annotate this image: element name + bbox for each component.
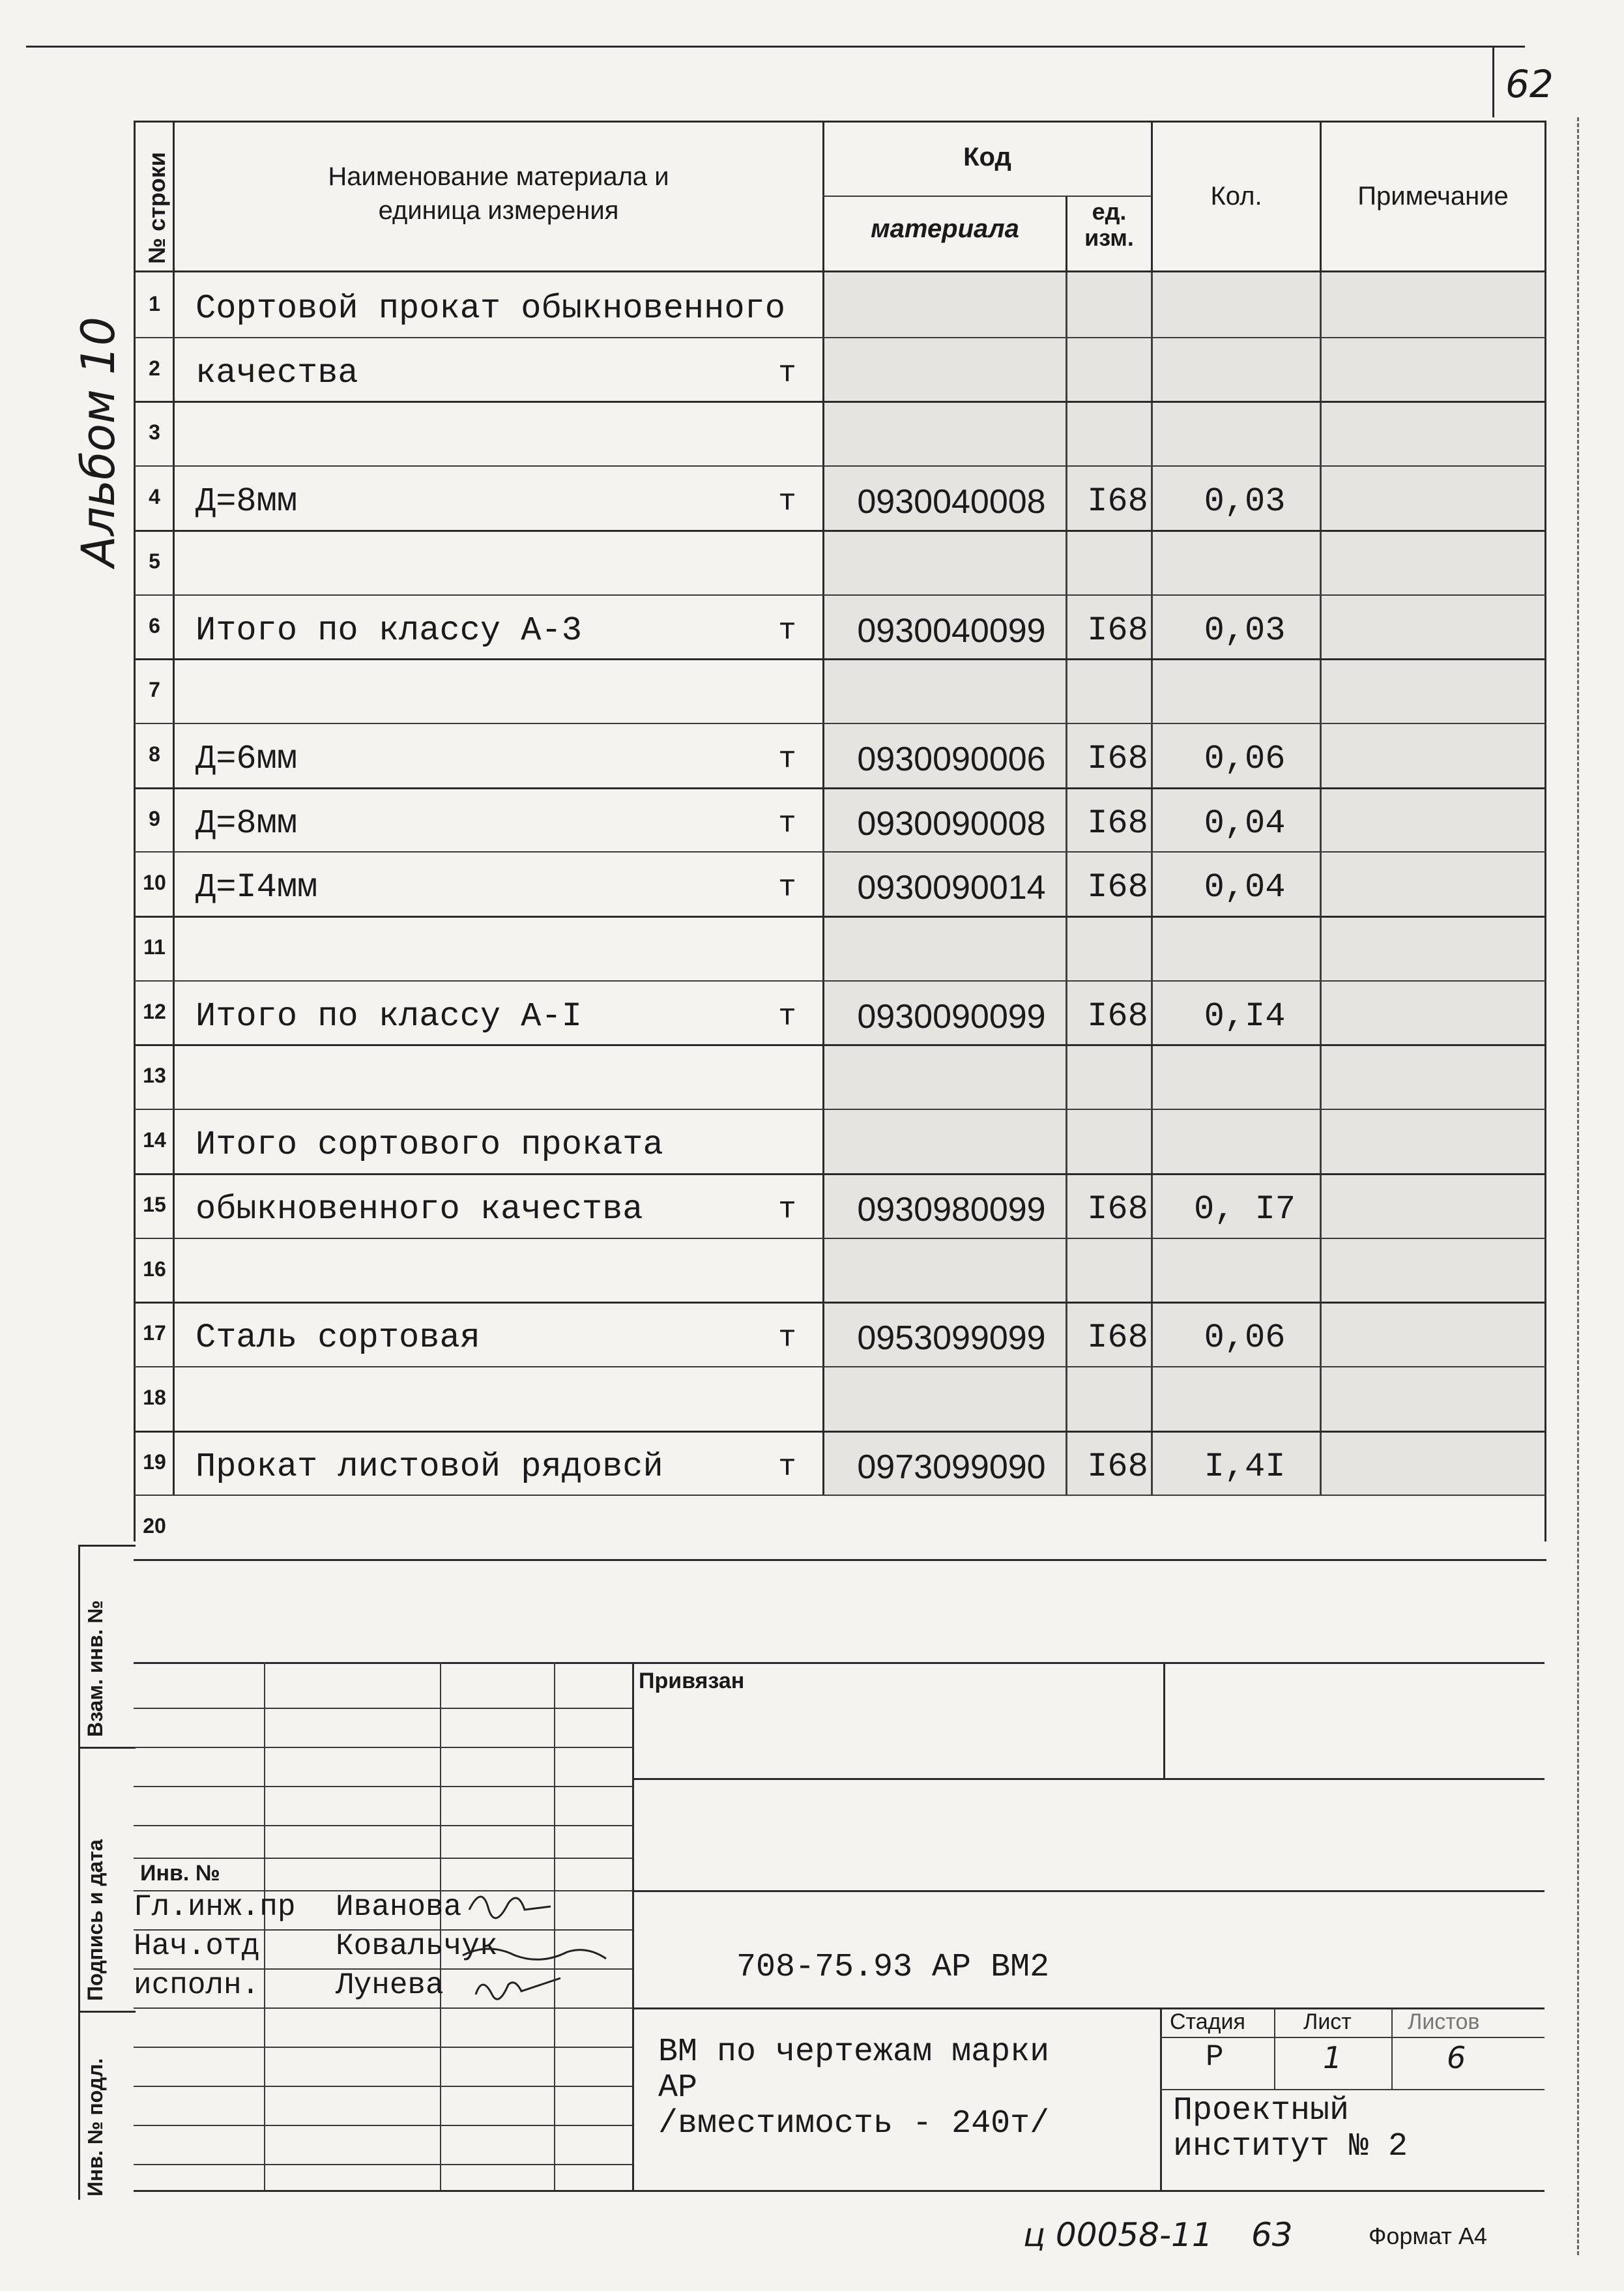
row-material-name: Итого сортового проката bbox=[196, 1126, 663, 1165]
row-material-name: Сортовой прокат обыкновенного bbox=[196, 289, 785, 328]
row-divider bbox=[134, 1559, 1546, 1561]
row-number: 17 bbox=[143, 1321, 166, 1345]
row-unit: т bbox=[778, 1321, 796, 1356]
row-material-code: 0930040099 bbox=[857, 611, 1046, 650]
row-material-code: 0930090006 bbox=[857, 740, 1046, 778]
org-line1: Проектный bbox=[1173, 2092, 1350, 2129]
header-row-no: № строки bbox=[143, 152, 170, 264]
row-material-code: 0953099099 bbox=[857, 1319, 1046, 1358]
margin-dash-line bbox=[1577, 117, 1579, 2255]
title-block-grid-line bbox=[134, 1708, 632, 1709]
row-unit-code: I68 bbox=[1087, 611, 1148, 650]
row-unit: т bbox=[778, 613, 796, 648]
row-quantity: 0,03 bbox=[1204, 482, 1286, 521]
row-number: 13 bbox=[143, 1064, 166, 1088]
row-number: 9 bbox=[149, 806, 160, 830]
row-unit: т bbox=[778, 356, 796, 390]
row-divider bbox=[134, 1495, 1546, 1496]
row-material-name: Сталь сортовая bbox=[196, 1319, 480, 1358]
row-divider bbox=[134, 980, 1546, 982]
signature-scribbles bbox=[456, 1884, 652, 2007]
row-quantity: 0, I7 bbox=[1193, 1189, 1296, 1229]
sheet-value: 1 bbox=[1323, 2040, 1342, 2075]
page-number: 62 bbox=[1505, 62, 1554, 106]
label-inv-podl: Инв. № подл. bbox=[83, 2058, 107, 2196]
footer-handwritten-num: 63 bbox=[1251, 2216, 1293, 2254]
row-quantity: 0,04 bbox=[1204, 868, 1286, 907]
row-divider bbox=[134, 787, 1546, 789]
row-number: 3 bbox=[149, 420, 160, 445]
row-material-code: 0930090099 bbox=[857, 997, 1046, 1036]
row-unit: т bbox=[778, 999, 796, 1034]
doc-code: 708-75.93 АР ВМ2 bbox=[736, 1949, 1050, 1986]
row-unit: т bbox=[778, 1450, 796, 1484]
row-divider bbox=[134, 1173, 1546, 1175]
row-quantity: 0,06 bbox=[1204, 1319, 1286, 1358]
title-block-grid-line bbox=[134, 2047, 632, 2048]
row-number: 10 bbox=[143, 871, 166, 895]
row-unit: т bbox=[778, 806, 796, 841]
row-number: 15 bbox=[143, 1192, 166, 1216]
sheet-label: Лист bbox=[1303, 2009, 1352, 2034]
row-divider bbox=[134, 1109, 1546, 1110]
row-unit-code: I68 bbox=[1087, 1189, 1148, 1229]
title-block-grid-line bbox=[134, 1747, 632, 1748]
stage-value: Р bbox=[1206, 2040, 1224, 2074]
row-unit-code: I68 bbox=[1087, 1447, 1148, 1486]
row-material-code: 0930090008 bbox=[857, 804, 1046, 843]
row-unit: т bbox=[778, 1192, 796, 1227]
row-material-code: 0930090014 bbox=[857, 869, 1046, 907]
row-number: 4 bbox=[149, 485, 160, 509]
row-number: 14 bbox=[143, 1128, 166, 1152]
description-line3: /вместимость - 240т/ bbox=[658, 2105, 1050, 2142]
row-material-name: Д=I4мм bbox=[196, 868, 318, 907]
row-divider bbox=[134, 337, 1546, 338]
row-number: 16 bbox=[143, 1257, 166, 1281]
title-block-grid-line bbox=[134, 1858, 632, 1859]
person-name-3: Лунева bbox=[336, 1968, 444, 2002]
row-divider bbox=[134, 723, 1546, 724]
person-role-3: исполн. bbox=[134, 1968, 260, 2002]
row-unit-code: I68 bbox=[1087, 804, 1148, 843]
row-quantity: 0,03 bbox=[1204, 611, 1286, 650]
row-quantity: 0,I4 bbox=[1204, 997, 1286, 1036]
label-podpis-data: Подпись и дата bbox=[83, 1839, 107, 2001]
row-divider bbox=[134, 916, 1546, 918]
title-block-grid-line bbox=[134, 2086, 632, 2087]
footer-handwritten-code: ц 00058-11 bbox=[1023, 2216, 1213, 2254]
person-role-1: Гл.инж.пр bbox=[134, 1890, 296, 1924]
header-code: Код bbox=[963, 143, 1011, 171]
row-divider bbox=[134, 1044, 1546, 1046]
description-line1: ВМ по чертежам марки bbox=[658, 2034, 1050, 2071]
row-number: 11 bbox=[143, 935, 166, 959]
row-unit-code: I68 bbox=[1087, 739, 1148, 778]
header-note: Примечание bbox=[1357, 182, 1509, 211]
title-block-grid-line bbox=[134, 2164, 632, 2165]
header-code-material: материала bbox=[871, 214, 1019, 243]
row-number: 5 bbox=[149, 549, 160, 573]
row-number: 8 bbox=[149, 742, 160, 766]
row-material-name: Прокат листовой рядовсй bbox=[196, 1447, 663, 1486]
person-name-2: Ковальчук bbox=[336, 1929, 498, 1963]
row-quantity: 0,06 bbox=[1204, 739, 1286, 778]
header-name-line2: единица измерения bbox=[378, 196, 619, 225]
row-divider bbox=[134, 1302, 1546, 1304]
header-code-unit-1: ед. bbox=[1092, 198, 1127, 225]
row-material-code: 0930040008 bbox=[857, 483, 1046, 521]
title-block-grid-line bbox=[134, 2007, 632, 2009]
row-divider bbox=[134, 465, 1546, 467]
row-material-code: 0973099090 bbox=[857, 1448, 1046, 1486]
row-divider bbox=[134, 1431, 1546, 1433]
row-divider bbox=[134, 658, 1546, 660]
header-code-unit-2: изм. bbox=[1084, 224, 1134, 251]
row-number: 2 bbox=[149, 356, 160, 380]
title-block-grid-line bbox=[134, 1825, 632, 1826]
row-unit-code: I68 bbox=[1087, 868, 1148, 907]
title-block-grid-line bbox=[134, 1786, 632, 1787]
row-number: 12 bbox=[143, 999, 166, 1023]
row-number: 18 bbox=[143, 1385, 166, 1409]
row-divider bbox=[134, 530, 1546, 532]
row-unit: т bbox=[778, 871, 796, 905]
row-unit-code: I68 bbox=[1087, 482, 1148, 521]
row-quantity: I,4I bbox=[1204, 1447, 1286, 1486]
row-material-name: Д=6мм bbox=[196, 739, 298, 778]
header-qty: Кол. bbox=[1210, 182, 1262, 211]
org-line2: институт № 2 bbox=[1173, 2128, 1408, 2165]
row-material-name: Д=8мм bbox=[196, 804, 298, 843]
sheets-value: 6 bbox=[1447, 2040, 1466, 2075]
row-divider bbox=[134, 1238, 1546, 1239]
row-number: 19 bbox=[143, 1450, 166, 1474]
row-divider bbox=[134, 851, 1546, 853]
label-vzam-inv: Взам. инв. № bbox=[83, 1600, 107, 1737]
row-material-name: Итого по классу А-3 bbox=[196, 611, 582, 650]
title-block-grid-line bbox=[134, 2125, 632, 2126]
row-number: 6 bbox=[149, 613, 160, 637]
sheets-label: Листов bbox=[1408, 2009, 1480, 2034]
row-unit-code: I68 bbox=[1087, 997, 1148, 1036]
row-divider bbox=[134, 401, 1546, 403]
row-unit: т bbox=[778, 485, 796, 519]
inv-no-label: Инв. № bbox=[140, 1861, 220, 1886]
row-divider bbox=[134, 1366, 1546, 1367]
row-material-name: Итого по классу А-I bbox=[196, 997, 582, 1036]
row-number: 20 bbox=[143, 1514, 166, 1538]
person-name-1: Иванова bbox=[336, 1890, 462, 1924]
header-name-line1: Наименование материала и bbox=[328, 162, 669, 191]
row-unit-code: I68 bbox=[1087, 1319, 1148, 1358]
row-material-name: Д=8мм bbox=[196, 482, 298, 521]
row-divider bbox=[134, 594, 1546, 596]
row-material-name: обыкновенного качества bbox=[196, 1189, 643, 1229]
row-number: 7 bbox=[149, 678, 160, 702]
row-material-name: качества bbox=[196, 353, 358, 392]
description-line2: АР bbox=[658, 2069, 698, 2107]
person-role-2: Нач.отд bbox=[134, 1929, 260, 1963]
row-quantity: 0,04 bbox=[1204, 804, 1286, 843]
row-material-code: 0930980099 bbox=[857, 1190, 1046, 1229]
album-label: Альбом 10 bbox=[72, 316, 125, 567]
stage-label: Стадия bbox=[1170, 2009, 1245, 2034]
row-unit: т bbox=[778, 742, 796, 776]
privyazan-label: Привязан bbox=[639, 1669, 745, 1693]
format-label: Формат А4 bbox=[1369, 2223, 1487, 2249]
row-number: 1 bbox=[149, 292, 160, 315]
